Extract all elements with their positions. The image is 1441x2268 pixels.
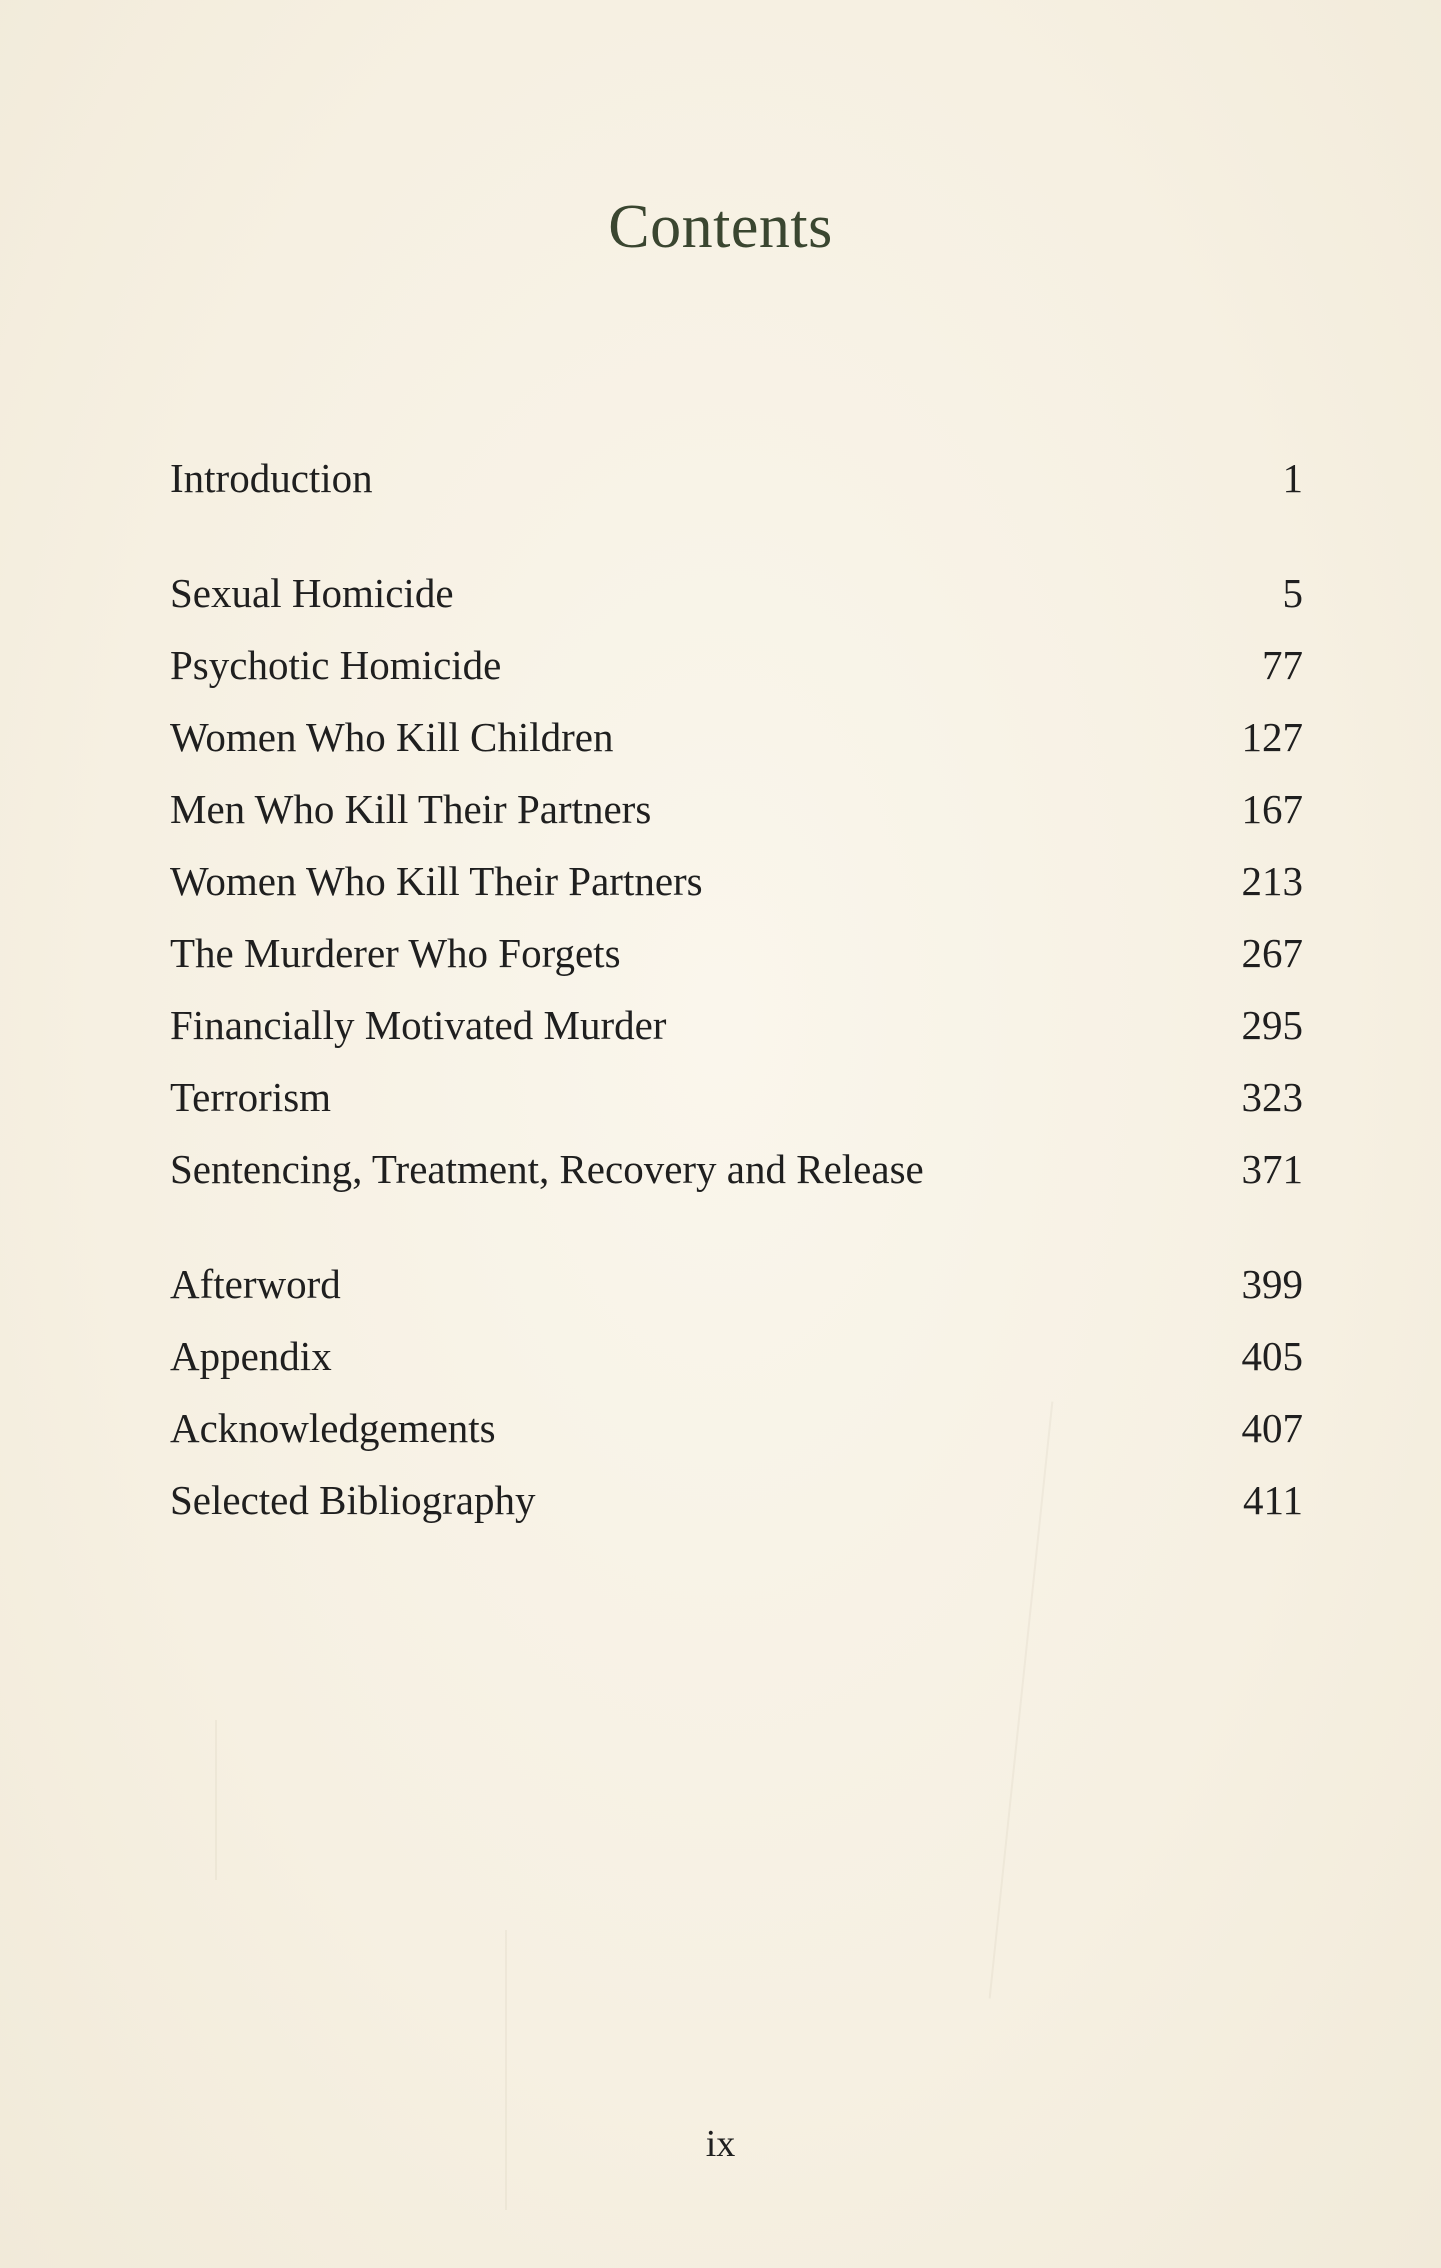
toc-entry-introduction	[170, 450, 1303, 506]
toc-entry-label: The Murderer Who Forgets	[170, 930, 621, 976]
toc-entry-page: 267	[1241, 930, 1303, 976]
paper-crease	[505, 1930, 507, 2210]
toc-entry-terrorism	[170, 1069, 1303, 1125]
toc-entry-page: 1	[1282, 455, 1303, 501]
toc-entry-page: 295	[1241, 1002, 1303, 1048]
toc-entry-label: Sexual Homicide	[170, 570, 454, 616]
toc-entry-page: 405	[1241, 1333, 1303, 1379]
toc-entry-psychotic-homicide	[170, 637, 1303, 693]
toc-entry-acknowledgements	[170, 1400, 1303, 1456]
toc-entry-page: 399	[1241, 1261, 1303, 1307]
toc-entry-appendix	[170, 1328, 1303, 1384]
toc-entry-label: Introduction	[170, 455, 373, 501]
toc-entry-label: Terrorism	[170, 1074, 332, 1120]
toc-entry-label: Women Who Kill Their Partners	[170, 858, 703, 904]
toc-entry-page: 167	[1241, 786, 1303, 832]
toc-entry-label: Financially Motivated Murder	[170, 1002, 667, 1048]
toc-entry-page: 127	[1241, 714, 1303, 760]
toc-entry-sexual-homicide	[170, 565, 1303, 621]
toc-entry-page: 77	[1262, 642, 1303, 688]
toc-entry-selected-bibliography	[170, 1472, 1303, 1528]
toc-entry-page: 213	[1241, 858, 1303, 904]
page-title: Contents	[608, 193, 833, 261]
toc-entry-label: Acknowledgements	[170, 1405, 496, 1451]
toc-entry-sentencing	[170, 1141, 1303, 1197]
toc-entry-page: 323	[1241, 1074, 1303, 1120]
toc-entry-label: Selected Bibliography	[170, 1477, 536, 1523]
toc-entry-page: 5	[1282, 570, 1303, 616]
toc-entry-label: Men Who Kill Their Partners	[170, 786, 652, 832]
toc-entry-label: Appendix	[170, 1333, 332, 1379]
toc-entry-page: 411	[1243, 1477, 1303, 1523]
toc-entry-page: 371	[1241, 1146, 1303, 1192]
paper-crease	[215, 1720, 217, 1880]
toc-entry-label: Women Who Kill Children	[170, 714, 614, 760]
toc-entry-women-who-kill-their-partners	[170, 853, 1303, 909]
toc-entry-afterword	[170, 1256, 1303, 1312]
toc-entry-the-murderer-who-forgets	[170, 925, 1303, 981]
toc-entry-financially-motivated-murder	[170, 997, 1303, 1053]
toc-entry-women-who-kill-children	[170, 709, 1303, 765]
page-number: ix	[705, 2123, 736, 2165]
toc-entry-page: 407	[1241, 1405, 1303, 1451]
toc-entry-men-who-kill-their-partners	[170, 781, 1303, 837]
toc-entry-label: Sentencing, Treatment, Recovery and Release	[170, 1146, 924, 1192]
toc-entry-label: Afterword	[170, 1261, 341, 1307]
toc-entry-label: Psychotic Homicide	[170, 642, 502, 688]
